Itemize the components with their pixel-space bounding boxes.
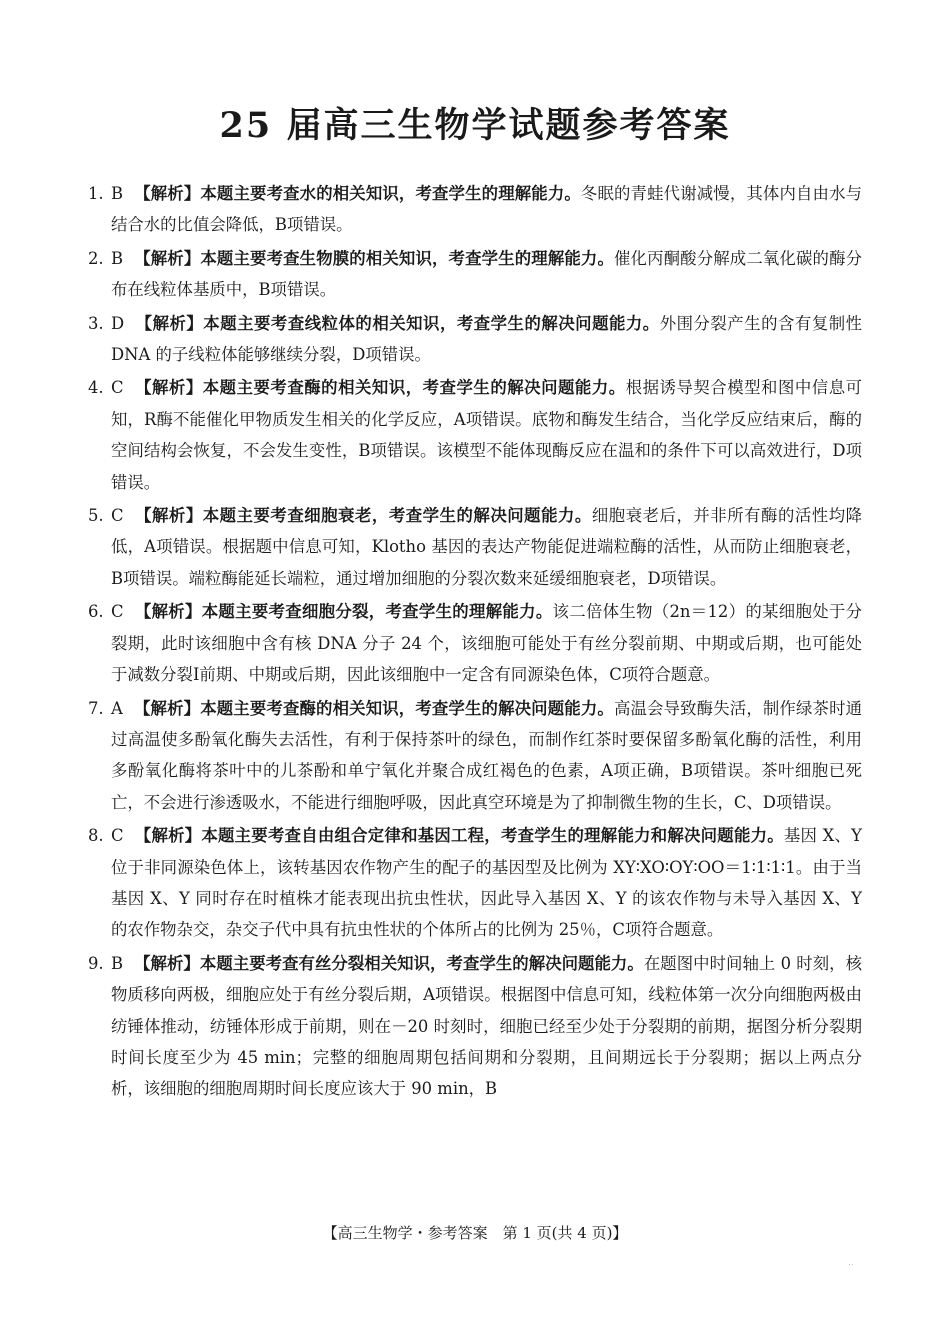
answer-item <box>88 178 862 241</box>
answer-choice: B <box>111 248 124 268</box>
corner-mark: .. <box>848 1258 854 1268</box>
analysis-topic: 本题主要考查水的相关知识，考查学生的理解能力。 <box>200 184 581 203</box>
answer-number: 8. <box>88 826 104 846</box>
analysis-text: 细胞衰老后，并非所有酶的活性均降低，A项错误。根据题中信息可知，Klotho 基因的表达产物能促进端粒酶的活性，从而防止细胞衰老，B项错误。端粒酶能延长端粒，通过增加细胞的分裂次数来延缓细胞衰老，D项错误。 <box>111 506 863 588</box>
answer-item <box>88 820 862 946</box>
analysis-text: 根据诱导契合模型和图中信息可知，R酶不能催化甲物质发生相关的化学反应，A项错误。底物和酶发生结合，当化学反应结束后，酶的空间结构会恢复，不会发生变性，B项错误。该模型不能体现酶反应在温和的条件下可以高效进行，D项错误。 <box>111 378 863 492</box>
answer-number: 7. <box>88 698 104 718</box>
analysis-topic: 本题主要考查酶的相关知识，考查学生的解决问题能力。 <box>200 698 614 718</box>
analysis-text: 该二倍体生物（2n＝12）的某细胞处于分裂期，此时该细胞中含有核 DNA 分子 24 个，该细胞可能处于有丝分裂前期、中期或后期，也可能处于减数分裂Ⅰ前期、中期或后期，因此该细胞中一定含有同源染色体，C项符合题意。 <box>111 602 863 685</box>
answer-item <box>88 243 862 306</box>
page-title: 25 届高三生物学试题参考答案 <box>219 105 731 146</box>
analysis-tag: 【解析】 <box>134 506 203 526</box>
analysis-topic: 本题主要考查有丝分裂相关知识，考查学生的解决问题能力。 <box>199 953 644 973</box>
answer-item <box>88 596 862 690</box>
answer-list <box>88 178 862 1107</box>
answer-choice: B <box>111 953 124 973</box>
answer-number: 3. <box>88 313 104 333</box>
analysis-topic: 本题主要考查自由组合定律和基因工程，考查学生的理解能力和解决问题能力。 <box>201 826 784 846</box>
answer-number: 6. <box>88 602 104 622</box>
analysis-text: 基因 X、Y 位于非同源染色体上，该转基因农作物产生的配子的基因型及比例为 XY∶XO∶OY∶OO＝1∶1∶1∶1。由于当基因 X、Y 同时存在时植株才能表现出抗虫性状，因此导入基因 X、Y 的该农作物与未导入基因 X、Y 的农作物杂交，杂交子代中具有抗虫性状的个体所占的比例为 25％，C项符合题意。 <box>111 826 863 940</box>
analysis-tag: 【解析】 <box>134 184 201 203</box>
answer-choice: C <box>111 506 124 526</box>
analysis-text: 冬眠的青蛙代谢减慢，其体内自由水与结合水的比值会降低，B项错误。 <box>111 184 863 235</box>
analysis-topic: 本题主要考查细胞分裂，考查学生的理解能力。 <box>201 602 553 622</box>
answer-item <box>88 693 862 819</box>
analysis-topic: 本题主要考查生物膜的相关知识，考查学生的理解能力。 <box>200 248 614 268</box>
analysis-text: 外围分裂产生的含有复制性 DNA 的子线粒体能够继续分裂，D项错误。 <box>111 313 863 365</box>
answer-number: 5. <box>88 506 104 526</box>
analysis-tag: 【解析】 <box>134 602 202 622</box>
analysis-text: 催化丙酮酸分解成二氧化碳的酶分布在线粒体基质中，B项错误。 <box>111 248 863 300</box>
analysis-tag: 【解析】 <box>134 953 200 973</box>
analysis-topic: 本题主要考查线粒体的相关知识，考查学生的解决问题能力。 <box>203 313 660 333</box>
answer-item <box>88 500 862 594</box>
page-footer: 【高三生物学・参考答案 第 1 页(共 4 页)】 <box>322 1224 628 1242</box>
answer-item <box>88 308 862 371</box>
answer-item <box>88 372 862 498</box>
answer-number: 9. <box>88 953 104 973</box>
analysis-tag: 【解析】 <box>134 826 202 846</box>
answer-choice: C <box>111 378 124 398</box>
analysis-tag: 【解析】 <box>133 698 201 718</box>
answer-number: 4. <box>88 378 104 398</box>
answer-choice: A <box>111 698 123 718</box>
answer-choice: B <box>111 184 124 203</box>
answer-number: 2. <box>88 248 104 268</box>
answer-choice: C <box>111 826 124 846</box>
analysis-text: 高温会导致酶失活，制作绿茶时通过高温使多酚氧化酶失去活性，有利于保持茶叶的绿色，而制作红茶时要保留多酚氧化酶的活性，利用多酚氧化酶将茶叶中的儿茶酚和单宁氧化并聚合成红褐色的色素，A项正确，B项错误。茶叶细胞已死亡，不会进行渗透吸水，不能进行细胞呼吸，因此真空环境是为了抑制微生物的生长，C、D项错误。 <box>111 698 863 812</box>
answer-choice: D <box>111 313 125 333</box>
analysis-tag: 【解析】 <box>134 378 203 398</box>
answer-choice: C <box>111 602 124 622</box>
answer-number: 1. <box>88 184 104 203</box>
analysis-topic: 本题主要考查酶的相关知识，考查学生的解决问题能力。 <box>202 378 626 398</box>
answer-item <box>88 948 862 1105</box>
analysis-tag: 【解析】 <box>134 248 201 268</box>
analysis-tag: 【解析】 <box>135 313 204 333</box>
analysis-text: 在题图中时间轴上 0 时刻，核物质移向两极，细胞应处于有丝分裂后期，A项错误。根据图中信息可知，线粒体第一次分向细胞两极由纺锤体推动，纺锤体形成于前期，则在－20 时刻时，细胞已经至少处于分裂期的前期，据图分析分裂期时间长度至少为 45 min；完整的细胞周期包括间期和分裂期，且间期远长于分裂期；据以上两点分析，该细胞的细胞周期时间长度应该大于 90 min，B <box>111 953 863 1099</box>
analysis-topic: 本题主要考查细胞衰老，考查学生的解决问题能力。 <box>202 506 592 526</box>
